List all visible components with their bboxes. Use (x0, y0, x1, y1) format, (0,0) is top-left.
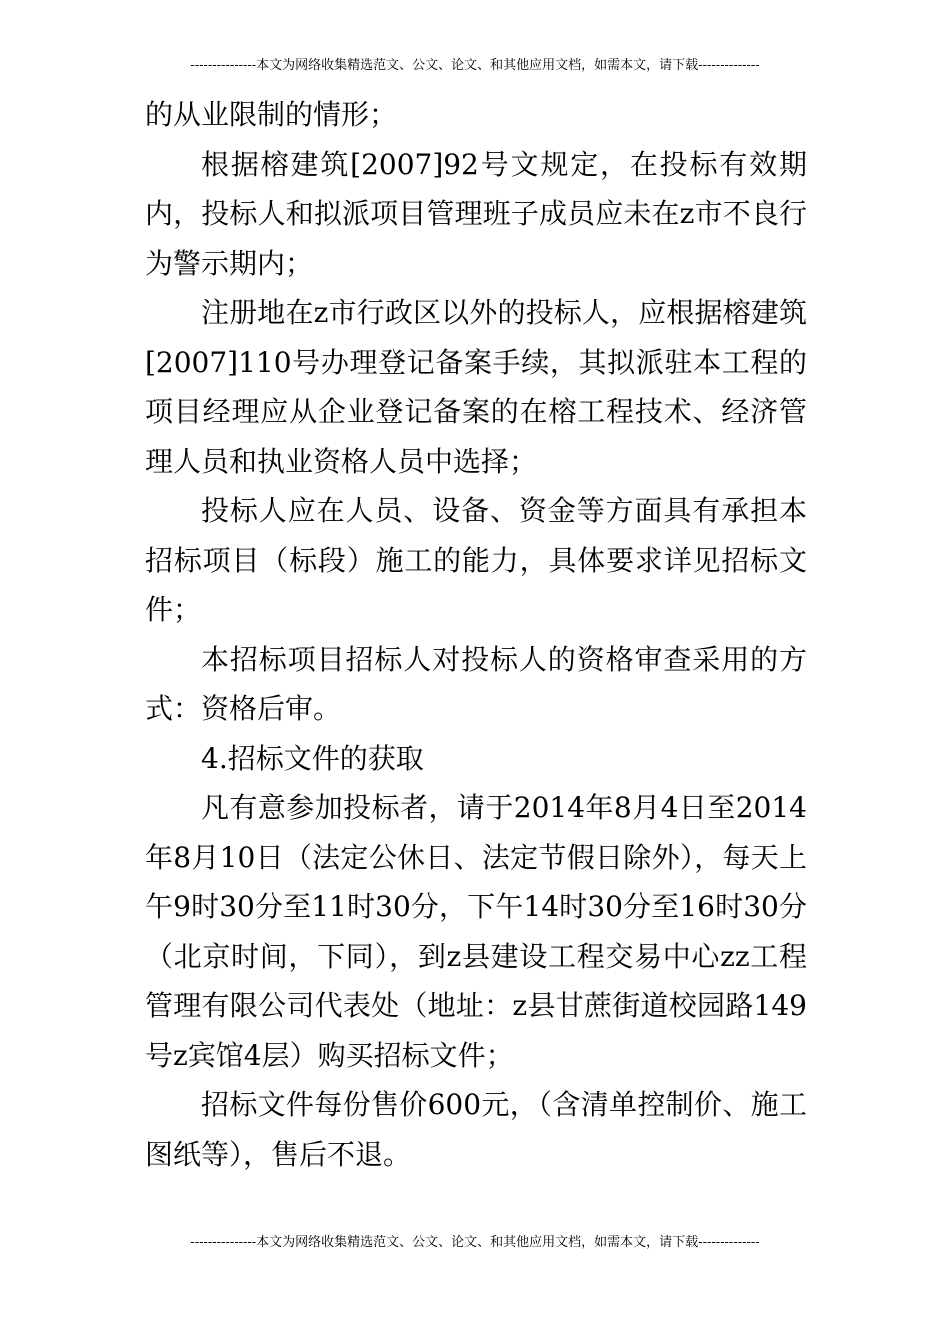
paragraph-document-price: 招标文件每份售价600元，（含清单控制价、施工图纸等），售后不退。 (145, 1088, 807, 1171)
paragraph-warning-period: 根据榕建筑[2007]92号文规定，在投标有效期内，投标人和拟派项目管理班子成员应未在z市不良行为警示期内； (145, 147, 807, 280)
page-footer: ---------------本文为网络收集精选范文、公文、论文、和其他应用文档，如需本文，请下载-------------- (190, 1235, 760, 1250)
paragraph-continuation: 的从业限制的情形； (145, 98, 398, 131)
paragraph-qualification-review: 本招标项目招标人对投标人的资格审查采用的方式：资格后审。 (145, 642, 807, 725)
paragraph-registration: 注册地在z市行政区以外的投标人，应根据榕建筑[2007]110号办理登记备案手续，其拟派驻本工程的项目经理应从企业登记备案的在榕工程技术、经济管理人员和执业资格人员中选择； (145, 296, 807, 478)
document-body (145, 90, 807, 1179)
paragraph-capability: 投标人应在人员、设备、资金等方面具有承担本招标项目（标段）施工的能力，具体要求详见招标文件； (145, 494, 807, 626)
paragraph-purchase-schedule: 凡有意参加投标者，请于2014年8月4日至2014年8月10日（法定公休日、法定节假日除外），每天上午9时30分至11时30分，下午14时30分至16时30分（北京时间，下同），到z县建设工程交易中心zz工程管理有限公司代表处（地址：z县甘蔗街道校园路149号z宾馆4层）购买招标文件； (145, 791, 807, 1072)
page-header: ---------------本文为网络收集精选范文、公文、论文、和其他应用文档，如需本文，请下载-------------- (190, 58, 760, 73)
section-heading-obtain-documents: 4.招标文件的获取 (201, 741, 424, 775)
